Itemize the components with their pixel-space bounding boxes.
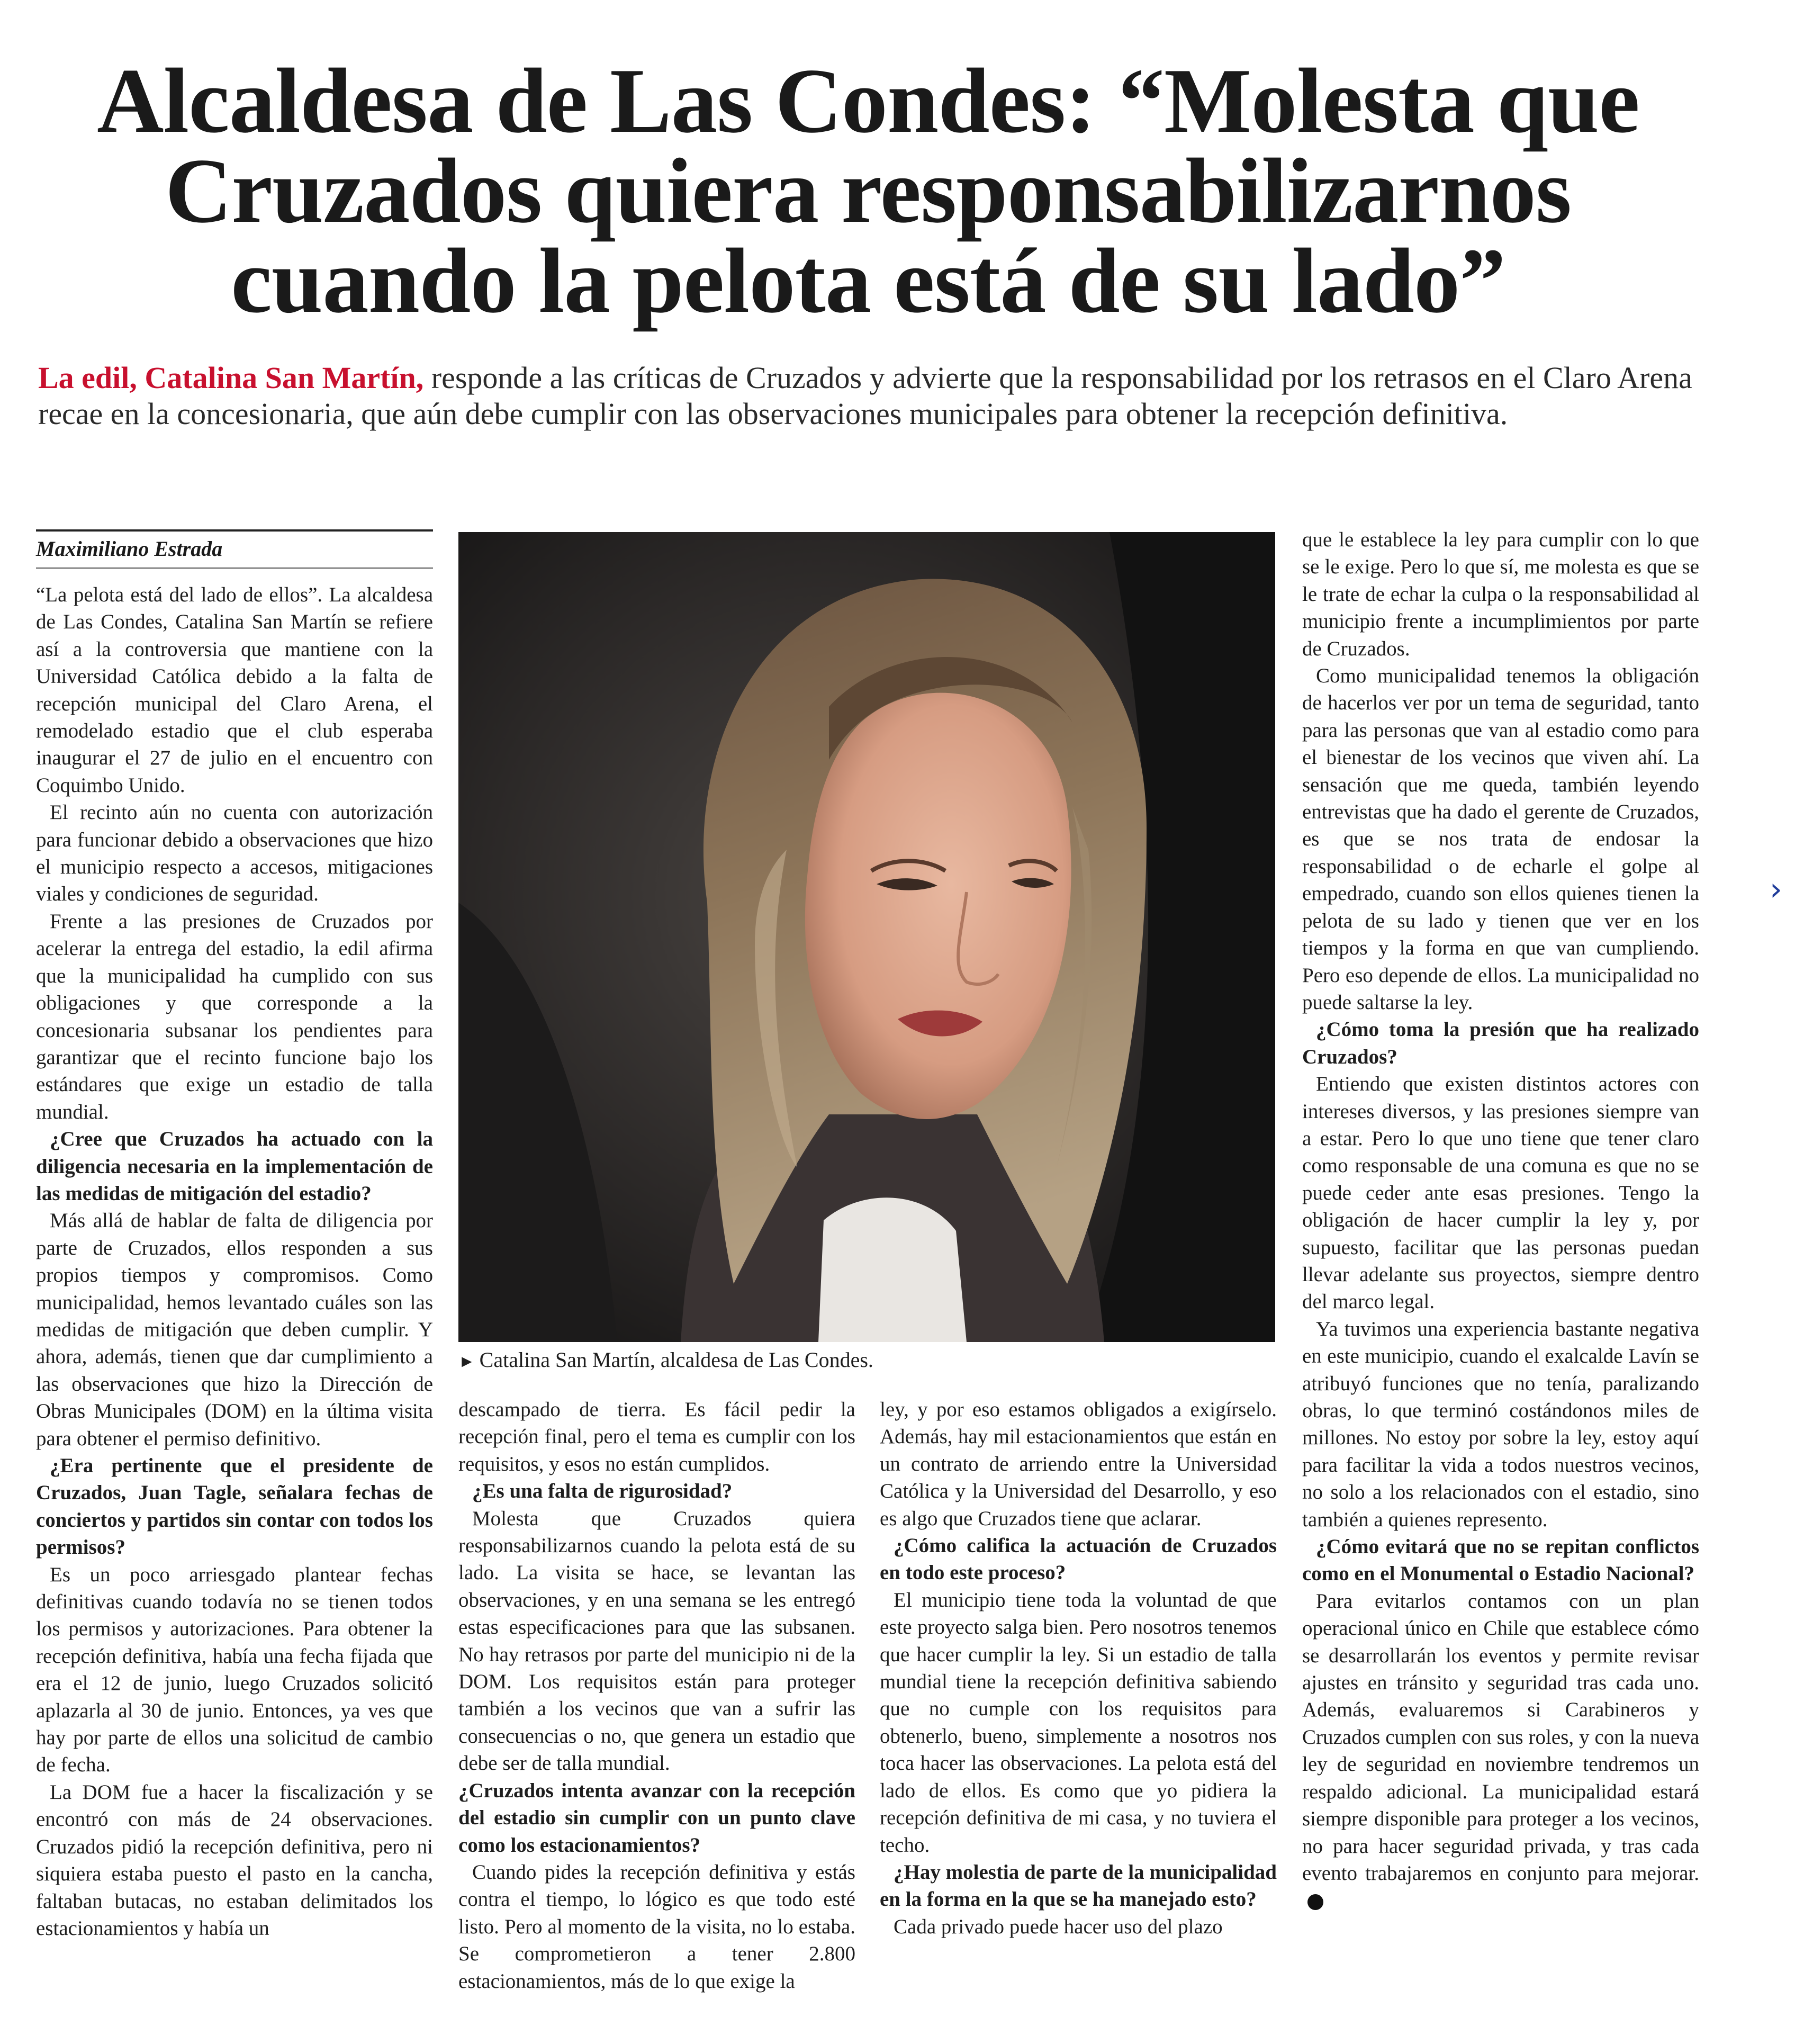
paragraph: La DOM fue a hacer la fiscalización y se encontró con más de 24 observaciones. Cruzados pidió la recepción definitiva, pero ni siquiera estaba puesto el pasto en la cancha, faltaban butacas, no estaban delimitados los estacionamientos y había un xyxy=(36,1780,433,1940)
byline: Maximiliano Estrada xyxy=(36,529,433,569)
headline-line: Alcaldesa de Las Condes: “Molesta que xyxy=(97,49,1639,152)
portrait-illustration xyxy=(458,532,1275,1342)
paragraph: Cuando pides la recepción definitiva y estás contra el tiempo, lo lógico es que todo esté listo. Pero al momento de la visita, no lo estaba. Se comprometieron a tener 2.800 estacionamientos, más de lo que exige la xyxy=(458,1860,855,1993)
paragraph: Entiendo que existen distintos actores con intereses diversos, y las presiones siempre van a estar. Pero lo que uno tiene que tener claro como responsable de una comuna es que no se puede ceder ante esas presiones. Tengo la obligación de hacer cumplir la ley y, por supuesto, facilitar que las personas puedan llevar adelante sus proyectos, siempre dentro del marco legal. xyxy=(1302,1073,1699,1313)
paragraph-text: Para evitarlos contamos con un plan operacional único en Chile que establece cómo se desarrollarán los eventos y permite revisar ajustes en tránsito y seguridad tras cada uno. Además, evaluaremos si Carabineros y Cruzados cumplen con sus roles, y con la nueva ley de seguridad en noviembre tendremos un respaldo adicional. La municipalidad estará siempre disponible para proteger a los vecinos, no para hacer seguridad privada, y tras cada evento trabajaremos en conjunto para mejorar. xyxy=(1302,1589,1699,1885)
chevron-right-icon[interactable]: › xyxy=(1770,871,1782,908)
article-column-2 xyxy=(458,1396,855,1995)
headline-line: cuando la pelota está de su lado” xyxy=(231,229,1505,332)
paragraph: Molesta que Cruzados quiera responsabilizarnos cuando la pelota está de su lado. La visita se hace, se levantan las observaciones, y en una semana se les entregó estas especificaciones para que las subsanen. No hay retrasos por parte del municipio ni de la DOM. Los requisitos están para proteger también a los vecinos que van a sufrir las consecuencias o no, que genera un estadio que debe ser de talla mundial. xyxy=(458,1507,855,1775)
paragraph: Ya tuvimos una experiencia bastante negativa en este municipio, cuando el exalcalde Lavín se atribuyó funciones que no tenía, paralizando obras, lo que terminó costándonos miles de millones. No estoy por sobre la ley, estoy aquí para facilitar la vida a todos nuestros vecinos, no solo a los relacionados con el estadio, sino también a quienes represento. xyxy=(1302,1317,1699,1531)
article-column-1 xyxy=(36,581,433,1942)
paragraph: descampado de tierra. Es fácil pedir la recepción final, pero el tema es cumplir con los requisitos, y esos no están cumplidos. xyxy=(458,1398,855,1475)
interview-question: ¿Hay molestia de parte de la municipalidad en la forma en la que se ha manejado esto? xyxy=(880,1860,1277,1911)
interview-question: ¿Cómo toma la presión que ha realizado Cruzados? xyxy=(1302,1018,1699,1068)
end-of-article-icon xyxy=(1307,1894,1323,1910)
article-column-4 xyxy=(1302,526,1699,1914)
lede xyxy=(38,360,1706,432)
paragraph: ley, y por eso estamos obligados a exigírselo. Además, hay mil estacionamientos que están en un contrato de arriendo entre la Universidad Católica y la Universidad del Desarrollo, y eso es algo que Cruzados tiene que aclarar. xyxy=(880,1398,1277,1530)
paragraph: “La pelota está del lado de ellos”. La alcaldesa de Las Condes, Catalina San Martín se refiere así a la controversia que mantiene con la Universidad Católica debido a la falta de recepción municipal del Claro Arena, el remodelado estadio que el club esperaba inaugurar el 27 de julio en el encuentro con Coquimbo Unido. xyxy=(36,583,433,797)
lede-text: responde a las críticas de Cruzados y advierte que la responsabilidad por los retrasos en el Claro Arena recae en la concesionaria, que aún debe cumplir con las observaciones municipales para obtener la recepción definitiva. xyxy=(38,361,1692,431)
headline-line: Cruzados quiera responsabilizarnos xyxy=(165,139,1572,242)
paragraph: que le establece la ley para cumplir con lo que se le exige. Pero lo que sí, me molesta es que se le trate de echar la culpa o la responsabilidad al municipio frente a incumplimientos por parte de Cruzados. xyxy=(1302,528,1699,660)
headline xyxy=(74,49,1662,332)
interview-question: ¿Cruzados intenta avanzar con la recepción del estadio sin cumplir con un punto clave como los estacionamientos? xyxy=(458,1779,855,1857)
photo-caption xyxy=(458,1347,1275,1374)
paragraph: El municipio tiene toda la voluntad de que este proyecto salga bien. Pero nosotros tenemos que hacer cumplir la ley. Si un estadio de talla mundial tiene la recepción definitiva sabiendo que no cumple con los requisitos para obtenerlo, bueno, simplemente a nosotros nos toca hacer las observaciones. La pelota está del lado de ellos. Es como que yo pidiera la recepción definitiva de mi casa, y no tuviera el techo. xyxy=(880,1588,1277,1857)
interview-question: ¿Cómo evitará que no se repitan conflictos como en el Monumental o Estadio Nacional? xyxy=(1302,1535,1699,1586)
interview-question: ¿Cómo califica la actuación de Cruzados en todo este proceso? xyxy=(880,1534,1277,1584)
paragraph: Cada privado puede hacer uso del plazo xyxy=(894,1915,1223,1938)
article-column-3 xyxy=(880,1396,1277,1940)
paragraph: Más allá de hablar de falta de diligencia por parte de Cruzados, ellos responden a sus propios tiempos y compromisos. Como municipalidad, hemos levantado cuáles son las medidas de mitigación que deben cumplir. Y ahora, además, tienen que dar cumplimiento a las observaciones que hizo la Dirección de Obras Municipales (DOM) en la última visita para obtener el permiso definitivo. xyxy=(36,1209,433,1450)
caption-marker-icon: ► xyxy=(458,1352,475,1371)
paragraph: Es un poco arriesgado plantear fechas definitivas cuando todavía no se tienen todos los permisos y autorizaciones. Para obtener la recepción definitiva, había una fecha fijada que era el 12 de junio, luego Cruzados solicitó aplazarla al 30 de junio. Entonces, ya ves que hay por parte de ellos una solicitud de cambio de fecha. xyxy=(36,1563,433,1777)
interview-question: ¿Era pertinente que el presidente de Cruzados, Juan Tagle, señalara fechas de conciertos y partidos sin contar con todos los permisos? xyxy=(36,1454,433,1559)
paragraph xyxy=(1302,1588,1699,1914)
interview-question: ¿Cree que Cruzados ha actuado con la diligencia necesaria en la implementación de las medidas de mitigación del estadio? xyxy=(36,1128,433,1205)
paragraph: Como municipalidad tenemos la obligación de hacerlos ver por un tema de seguridad, tanto para las personas que van al estadio como para el bienestar de los vecinos que viven ahí. La sensación que me queda, también leyendo entrevistas que ha dado el gerente de Cruzados, es que se nos trata de endosar la responsabilidad o de echarle el golpe al empedrado, cuando son ellos quienes tienen la pelota de su lado y tienen que ver en los tiempos y la forma en que van cumpliendo. Pero eso depende de ellos. La municipalidad no puede saltarse la ley. xyxy=(1302,664,1699,1014)
interview-question: ¿Es una falta de rigurosidad? xyxy=(472,1480,733,1503)
lede-highlight: La edil, Catalina San Martín, xyxy=(38,361,424,395)
caption-text: Catalina San Martín, alcaldesa de Las Condes. xyxy=(479,1348,873,1372)
paragraph: El recinto aún no cuenta con autorización para funcionar debido a observaciones que hizo el municipio respecto a accesos, mitigaciones viales y condiciones de seguridad. xyxy=(36,801,433,906)
paragraph: Frente a las presiones de Cruzados por acelerar la entrega del estadio, la edil afirma que la municipalidad ha cumplido con sus obligaciones y que corresponde a la concesionaria subsanar los pendientes para garantizar que el recinto funcione bajo los estándares que exige un estadio de talla mundial. xyxy=(36,910,433,1123)
portrait-photo xyxy=(458,532,1275,1342)
